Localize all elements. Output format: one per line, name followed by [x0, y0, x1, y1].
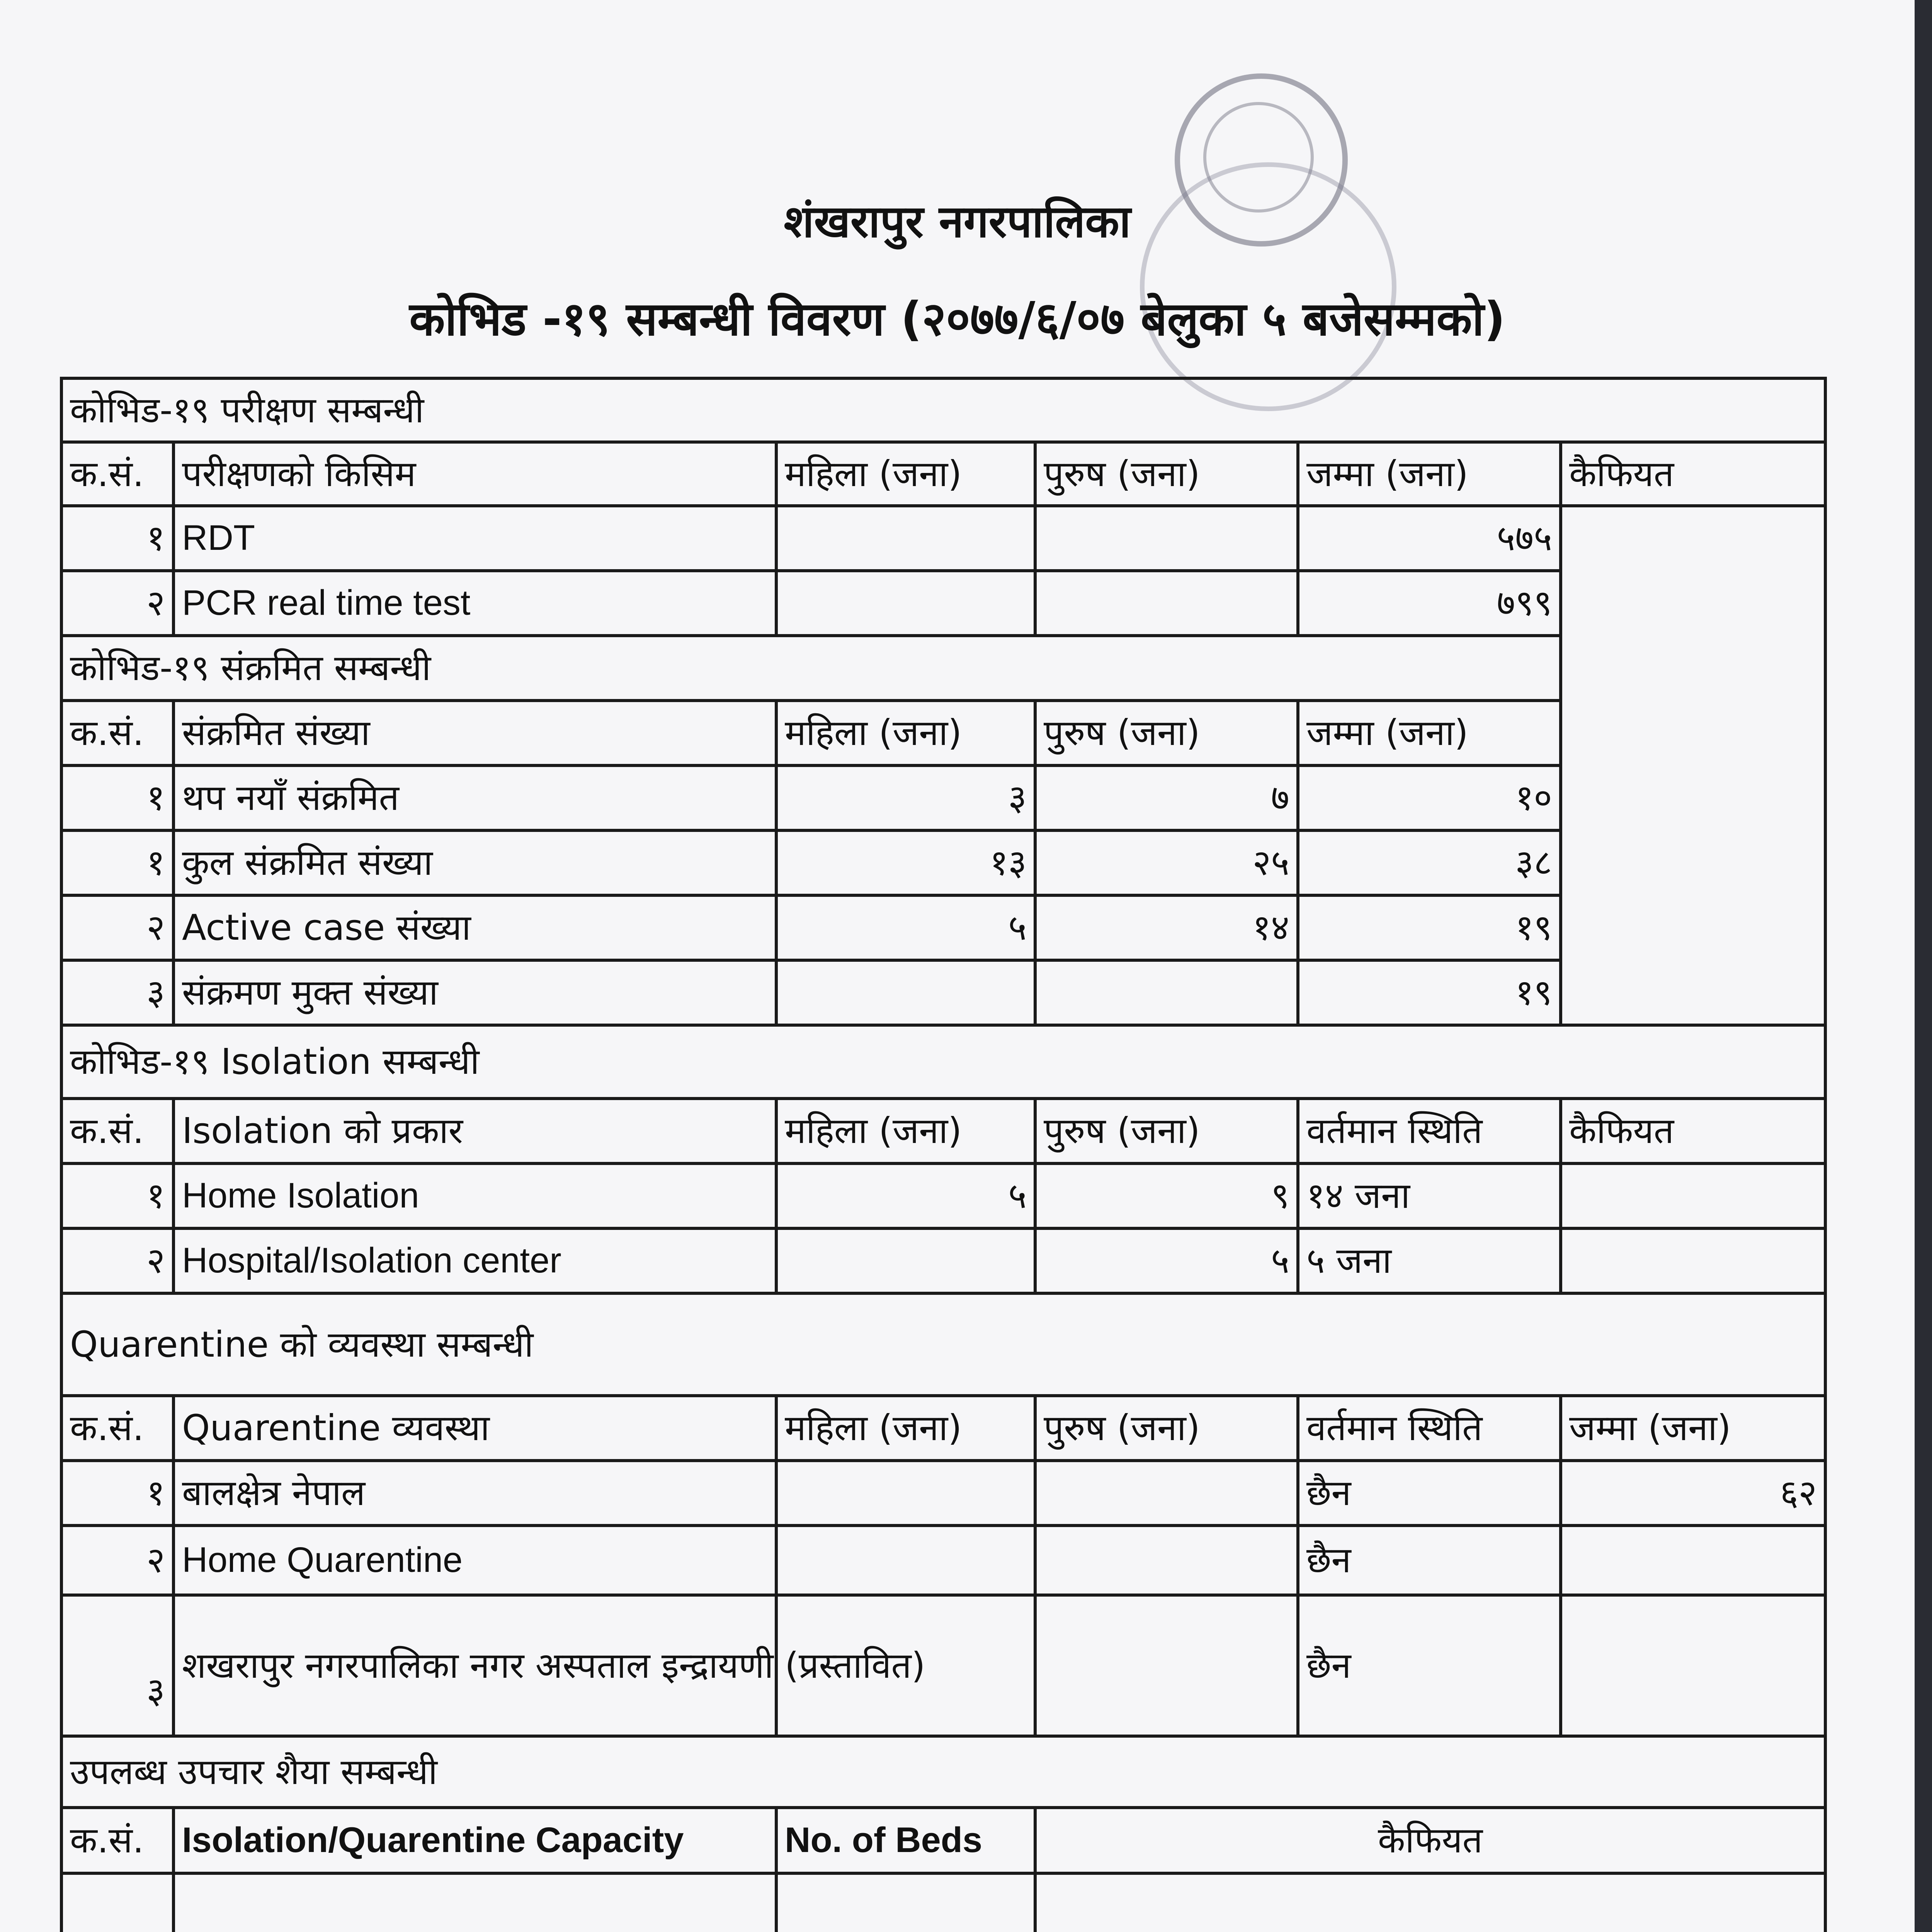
col-header: कैफियत — [1561, 1099, 1825, 1163]
col-header: जम्मा (जना) — [1298, 442, 1561, 506]
male-cell: ९ — [1035, 1163, 1298, 1228]
male-cell: ७ — [1035, 765, 1298, 830]
col-header: Isolation/Quarentine Capacity — [173, 1808, 776, 1873]
serial-cell: १ — [61, 506, 173, 571]
total-cell: १९ — [1298, 960, 1561, 1025]
table-row — [61, 1461, 1825, 1526]
type-cell: Home Isolation — [173, 1163, 776, 1228]
male-cell — [1035, 1595, 1298, 1736]
serial-cell — [61, 1873, 173, 1932]
col-header: पुरुष (जना) — [1035, 442, 1298, 506]
female-cell — [776, 1461, 1035, 1526]
remark-cell — [1035, 1873, 1825, 1932]
type-cell: कुल संक्रमित संख्या — [173, 830, 776, 895]
type-cell: PCR real time test — [173, 571, 776, 636]
serial-cell: २ — [61, 1228, 173, 1293]
male-cell — [1035, 960, 1298, 1025]
table-header-row — [61, 1099, 1825, 1163]
total-cell: ५७५ — [1298, 506, 1561, 571]
table-row — [61, 1163, 1825, 1228]
total-cell: १९ — [1298, 895, 1561, 960]
table-header-row — [61, 1808, 1825, 1873]
female-cell — [776, 1228, 1035, 1293]
status-cell: छैन — [1298, 1526, 1561, 1595]
female-cell — [776, 571, 1035, 636]
serial-cell: १ — [61, 765, 173, 830]
remarks-cell — [1561, 506, 1825, 1025]
col-header: पुरुष (जना) — [1035, 701, 1298, 765]
type-cell: शखरापुर नगरपालिका नगर अस्पताल इन्द्रायणी (प्रस्तावित) — [173, 1595, 776, 1736]
table-row — [61, 1526, 1825, 1595]
col-header: No. of Beds — [776, 1808, 1035, 1873]
scan-border — [1915, 0, 1932, 1932]
serial-cell: ३ — [61, 1595, 173, 1736]
serial-cell: १ — [61, 1163, 173, 1228]
female-cell: ५ — [776, 895, 1035, 960]
type-cell: RDT — [173, 506, 776, 571]
female-cell: ३ — [776, 765, 1035, 830]
table-row — [61, 506, 1825, 571]
total-cell — [1561, 1595, 1825, 1736]
section-testing: कोभिड-१९ परीक्षण सम्बन्धी — [61, 378, 1825, 442]
total-cell: १० — [1298, 765, 1561, 830]
serial-cell: २ — [61, 895, 173, 960]
male-cell — [1035, 1526, 1298, 1595]
type-cell: Hospital/Isolation center — [173, 1228, 776, 1293]
status-cell: छैन — [1298, 1595, 1561, 1736]
male-cell — [1035, 506, 1298, 571]
col-header: महिला (जना) — [776, 701, 1035, 765]
page-subtitle: कोभिड -१९ सम्बन्धी विवरण (२०७७/६/०७ बेलुका ५ बजेसम्मको) — [409, 293, 1505, 346]
status-cell: छैन — [1298, 1461, 1561, 1526]
col-header: जम्मा (जना) — [1298, 701, 1561, 765]
section-isolation: कोभिड-१९ Isolation सम्बन्धी — [61, 1025, 1825, 1099]
female-cell — [776, 1526, 1035, 1595]
col-header: क.सं. — [61, 701, 173, 765]
status-cell: ५ जना — [1298, 1228, 1561, 1293]
female-cell — [776, 506, 1035, 571]
table-row — [61, 1873, 1825, 1932]
type-cell — [173, 1873, 776, 1932]
col-header: संक्रमित संख्या — [173, 701, 776, 765]
male-cell — [1035, 1461, 1298, 1526]
page-title: शंखरापुर नगरपालिका — [784, 196, 1131, 248]
col-header: वर्तमान स्थिति — [1298, 1099, 1561, 1163]
col-header: कैफियत — [1035, 1808, 1825, 1873]
col-header: Isolation को प्रकार — [173, 1099, 776, 1163]
female-cell: १३ — [776, 830, 1035, 895]
col-header: महिला (जना) — [776, 442, 1035, 506]
male-cell: ५ — [1035, 1228, 1298, 1293]
col-header: क.सं. — [61, 1099, 173, 1163]
col-header: पुरुष (जना) — [1035, 1099, 1298, 1163]
covid-report-table — [60, 377, 1827, 1932]
type-cell: Home Quarentine — [173, 1526, 776, 1595]
section-quarantine: Quarentine को व्यवस्था सम्बन्धी — [61, 1293, 1825, 1396]
serial-cell: २ — [61, 571, 173, 636]
col-header: कैफियत — [1561, 442, 1825, 506]
total-cell — [1561, 1526, 1825, 1595]
col-header: क.सं. — [61, 1396, 173, 1461]
section-infected: कोभिड-१९ संक्रमित सम्बन्धी — [61, 636, 1561, 701]
type-cell: Active case संख्या — [173, 895, 776, 960]
male-cell: १४ — [1035, 895, 1298, 960]
male-cell: २५ — [1035, 830, 1298, 895]
total-cell: ६२ — [1561, 1461, 1825, 1526]
serial-cell: २ — [61, 1526, 173, 1595]
col-header: महिला (जना) — [776, 1396, 1035, 1461]
total-cell: ७९९ — [1298, 571, 1561, 636]
male-cell — [1035, 571, 1298, 636]
table-row — [61, 1595, 1825, 1736]
type-cell: संक्रमण मुक्त संख्या — [173, 960, 776, 1025]
type-cell: बालक्षेत्र नेपाल — [173, 1461, 776, 1526]
col-header: वर्तमान स्थिति — [1298, 1396, 1561, 1461]
female-cell: ५ — [776, 1163, 1035, 1228]
female-cell — [776, 960, 1035, 1025]
col-header: परीक्षणको किसिम — [173, 442, 776, 506]
table-header-row — [61, 442, 1825, 506]
serial-cell: १ — [61, 1461, 173, 1526]
status-cell: १४ जना — [1298, 1163, 1561, 1228]
section-beds: उपलब्ध उपचार शैया सम्बन्धी — [61, 1736, 1825, 1808]
col-header: क.सं. — [61, 442, 173, 506]
col-header: Quarentine व्यवस्था — [173, 1396, 776, 1461]
col-header: जम्मा (जना) — [1561, 1396, 1825, 1461]
serial-cell: ३ — [61, 960, 173, 1025]
type-cell: थप नयाँ संक्रमित — [173, 765, 776, 830]
remark-cell — [1561, 1228, 1825, 1293]
table-header-row — [61, 1396, 1825, 1461]
total-cell: ३८ — [1298, 830, 1561, 895]
table-row — [61, 1228, 1825, 1293]
col-header: क.सं. — [61, 1808, 173, 1873]
col-header: पुरुष (जना) — [1035, 1396, 1298, 1461]
beds-cell — [776, 1873, 1035, 1932]
serial-cell: १ — [61, 830, 173, 895]
col-header: महिला (जना) — [776, 1099, 1035, 1163]
remark-cell — [1561, 1163, 1825, 1228]
